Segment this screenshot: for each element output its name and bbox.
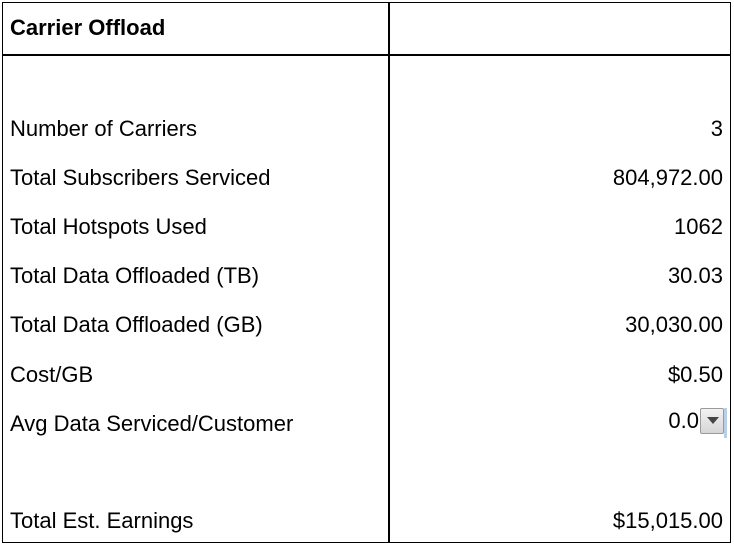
row-label-number-of-carriers[interactable]: Number of Carriers (10, 116, 198, 141)
total-value[interactable]: $15,015.00 (612, 508, 723, 533)
avg-data-cell[interactable] (647, 408, 727, 438)
row-label-total-subscribers[interactable]: Total Subscribers Serviced (10, 165, 271, 190)
total-label[interactable]: Total Est. Earnings (10, 508, 194, 533)
row-value-total-hotspots[interactable]: 1062 (674, 214, 723, 239)
row-value-cost-per-gb[interactable]: $0.50 (667, 362, 723, 387)
row-value-number-of-carriers[interactable]: 3 (710, 116, 723, 141)
row-label-data-offloaded-tb[interactable]: Total Data Offloaded (TB) (10, 263, 260, 288)
row-label-total-hotspots[interactable]: Total Hotspots Used (10, 214, 207, 239)
chevron-down-icon (707, 417, 719, 424)
cell-dropdown-button[interactable] (700, 408, 724, 434)
row-label-data-offloaded-gb[interactable]: Total Data Offloaded (GB) (10, 312, 263, 337)
column-divider (388, 3, 390, 542)
row-value-total-subscribers[interactable]: 804,972.00 (612, 165, 723, 190)
selected-cell-edge (724, 408, 727, 438)
row-label-avg-data-per-customer[interactable]: Avg Data Serviced/Customer (10, 411, 294, 436)
table-title: Carrier Offload (10, 15, 166, 40)
row-label-cost-per-gb[interactable]: Cost/GB (10, 362, 94, 387)
row-value-data-offloaded-tb[interactable]: 30.03 (667, 263, 723, 288)
header-divider (3, 54, 730, 56)
row-value-avg-data-per-customer[interactable]: 0.0 (668, 408, 699, 433)
row-value-data-offloaded-gb[interactable]: 30,030.00 (625, 312, 723, 337)
carrier-offload-table (2, 2, 731, 543)
